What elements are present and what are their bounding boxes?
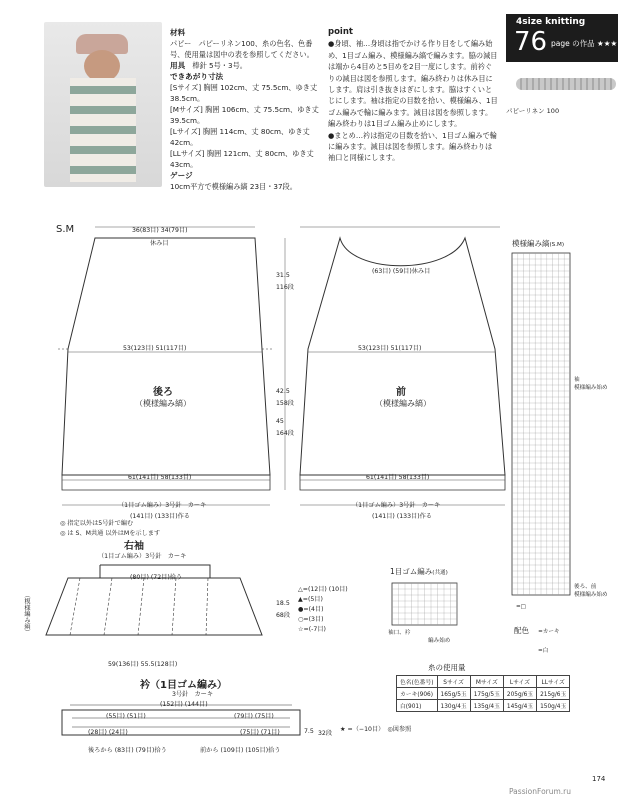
stitch-mark-2: 模様編み始め <box>574 385 608 391</box>
page-badge <box>506 14 618 62</box>
usage-title: 糸の使用量 <box>428 663 466 672</box>
badge-number: 76 <box>514 27 548 57</box>
point-item-1: ●身頃、袖…身頃は指でかける作り目をして編み始め、1目ゴム編み、模様編み縞で編みます。脇の減目は端から4目めと5目めを2目一度にします。前衿ぐりの減目は図を参照します。編み終わりは休み目にします。肩は引き抜きはぎにします。脇はすくいとじにします。袖は指定の目数を拾い、模様編み、1目ゴム編みで輪に編みます。減目は図を参照します。編み終わりは1目ゴム編み止めにします。 <box>328 39 498 129</box>
stitch-mark-1: 袖 <box>574 377 580 383</box>
tools-text: 棒針 5号・3号。 <box>192 61 247 70</box>
usage-cell: 130g/4玉 <box>437 700 470 712</box>
collar-bottom-2: 前から (109目) (105目)拾う <box>200 747 281 754</box>
color-key-symbol: =□ <box>516 604 526 610</box>
sleeve-legend-4: ○=(3目) <box>298 616 324 623</box>
collar-w2: (55目) (51目) <box>106 713 146 720</box>
collar-w3: (79目) (75目) <box>234 713 274 720</box>
back-rest: 休み目 <box>150 240 169 247</box>
usage-cell: 135g/4玉 <box>470 700 503 712</box>
rib-label-2: 編み始め <box>428 638 451 644</box>
badge-label: 4size knitting <box>516 17 586 27</box>
page-number: 174 <box>592 775 606 783</box>
size-sm-label: S.M <box>56 224 75 235</box>
usage-cell: 215g/6玉 <box>537 688 570 700</box>
sleeve-w2: 59(136目) 55.5(128目) <box>108 661 178 668</box>
usage-header: Mサイズ <box>470 676 503 688</box>
size-ll: [LLサイズ] 胸囲 121cm、丈 80cm、ゆき丈 43cm。 <box>170 149 314 169</box>
usage-header: 色名(色番号) <box>397 676 438 688</box>
usage-header: Lサイズ <box>503 676 536 688</box>
usage-cell: 165g/5玉 <box>437 688 470 700</box>
sleeve-w1: (80目) (72目)拾う <box>130 574 183 581</box>
gauge-text: 10cm平方で模様編み縞 23目・37段。 <box>170 182 297 191</box>
back-rows-1: 116段 <box>276 284 294 291</box>
stitch-chart-title: 模様編み縞(S.M) <box>512 239 565 248</box>
sleeve-pattern: （模様編み縞） <box>23 592 30 636</box>
sleeve-depth: 18.5 <box>276 600 290 607</box>
collar-depth: 7.5 <box>304 728 314 735</box>
color-key-title: 配色 <box>514 626 529 635</box>
point-section <box>328 27 498 164</box>
watermark: PassionForum.ru <box>509 787 572 796</box>
yarn-swatch <box>516 78 616 90</box>
back-cast: (141目) (133目)作る <box>130 513 190 520</box>
rib-chart-title: 1目ゴム編み(共通) <box>390 567 448 576</box>
front-bust: 53(123目) 51(117目) <box>358 345 422 352</box>
sleeve-rib: （1目ゴム編み）3号針 カーキ <box>98 553 187 560</box>
back-title: 後ろ <box>153 387 173 398</box>
materials-section <box>170 27 320 192</box>
size-s: [Sサイズ] 胸囲 102cm、丈 75.5cm、ゆき丈 38.5cm。 <box>170 83 318 103</box>
collar-note: ★ =（−10目） ◎図参照 <box>340 726 412 733</box>
color-key-2: =白 <box>538 648 549 654</box>
front-cast: (141目) (133目)作る <box>372 513 432 520</box>
collar-bottom-1: 後ろから (83目) (79目)拾う <box>88 747 167 754</box>
sleeve-legend-3: ●=(4目) <box>298 606 324 613</box>
note-1: ◎ 指定以外は5号針で編む <box>60 520 134 527</box>
back-rows-4: 164段 <box>276 430 294 437</box>
stitch-mark-4: 模様編み始め <box>574 592 608 598</box>
usage-header: Sサイズ <box>437 676 470 688</box>
sleeve-legend-1: △=(12目) (10目) <box>298 586 348 593</box>
size-m: [Mサイズ] 胸囲 106cm、丈 75.5cm、ゆき丈 39.5cm。 <box>170 105 319 125</box>
back-body-outline <box>58 238 272 490</box>
sleeve-legend-5: ☆=(-7目) <box>298 626 326 633</box>
back-hem: 61(141目) 58(133目) <box>128 474 192 481</box>
point-item-2: ●まとめ…衿は指定の目数を拾い、1目ゴム編みで輪に編みます。減目は図を参照します。編み終わりは袖口と同様にします。 <box>328 130 497 163</box>
point-title: point <box>328 27 353 37</box>
usage-cell: カーキ(906) <box>397 688 438 700</box>
color-key <box>514 618 560 656</box>
front-rib: （1目ゴム編み）3号針 カーキ <box>352 502 441 509</box>
usage-cell: 145g/4玉 <box>503 700 536 712</box>
back-subtitle: （模様編み縞） <box>135 399 191 408</box>
back-rib: （1目ゴム編み）3号針 カーキ <box>118 502 207 509</box>
table-row <box>397 700 570 712</box>
note-2: ◎ は S、M共通 以外はMを示します <box>60 530 161 537</box>
material-text: パピー パピーリネン100、糸の色名、色番号、使用量は図中の表を参照してください。 <box>170 39 314 59</box>
collar-w5: (28目) (24目) <box>88 729 128 736</box>
model-photo <box>44 22 162 187</box>
front-neck: (63目) (59目)休み目 <box>372 268 431 275</box>
sleeve-title: 右袖 <box>124 541 144 552</box>
back-top-width: 36(83目) 34(79目) <box>132 227 188 234</box>
collar-title: 衿（1目ゴム編み） <box>140 680 227 691</box>
material-title: 材料 <box>170 28 186 37</box>
yarn-usage <box>396 662 570 712</box>
front-title: 前 <box>396 387 406 398</box>
rib-label-1: 袖口、衿 <box>388 630 411 636</box>
knitting-diagram <box>0 215 633 800</box>
back-rows-3: 45 <box>276 418 284 425</box>
tools-title: 用具 <box>170 61 186 70</box>
collar-w4: (75目) (71目) <box>240 729 280 736</box>
rib-chart-grid <box>392 583 457 625</box>
usage-cell: 150g/4玉 <box>537 700 570 712</box>
collar-rows: 32段 <box>318 730 333 737</box>
usage-header: LLサイズ <box>537 676 570 688</box>
usage-table <box>396 675 570 712</box>
table-row <box>397 688 570 700</box>
size-l: [Lサイズ] 胸囲 114cm、丈 80cm、ゆき丈 42cm。 <box>170 127 310 147</box>
back-bust: 53(123目) 51(117目) <box>123 345 187 352</box>
collar-w1: (152目) (144目) <box>160 701 208 708</box>
front-hem: 61(141目) 58(133目) <box>366 474 430 481</box>
back-side: 42.5 <box>276 388 290 395</box>
stitch-mark-3: 後ろ、前 <box>574 584 597 590</box>
stitch-chart-grid <box>512 253 570 595</box>
usage-cell: 白(901) <box>397 700 438 712</box>
color-key-1: =カーキ <box>538 629 560 635</box>
back-rows-2: 158段 <box>276 400 294 407</box>
collar-needle: 3号針 カーキ <box>172 691 214 698</box>
gauge-title: ゲージ <box>170 171 193 180</box>
size-title: できあがり寸法 <box>170 72 224 81</box>
usage-cell: 205g/6玉 <box>503 688 536 700</box>
sleeve-legend-2: ▲=(5目) <box>298 596 323 603</box>
usage-cell: 175g/5玉 <box>470 688 503 700</box>
badge-suffix: page の作品 ★★★ <box>551 39 618 48</box>
yarn-label: パピーリネン 100 <box>506 107 560 115</box>
sleeve-rows: 68段 <box>276 612 291 619</box>
front-subtitle: （模様編み縞） <box>375 399 431 408</box>
front-body-outline <box>300 238 505 490</box>
back-armhole-depth: 31.5 <box>276 272 290 279</box>
